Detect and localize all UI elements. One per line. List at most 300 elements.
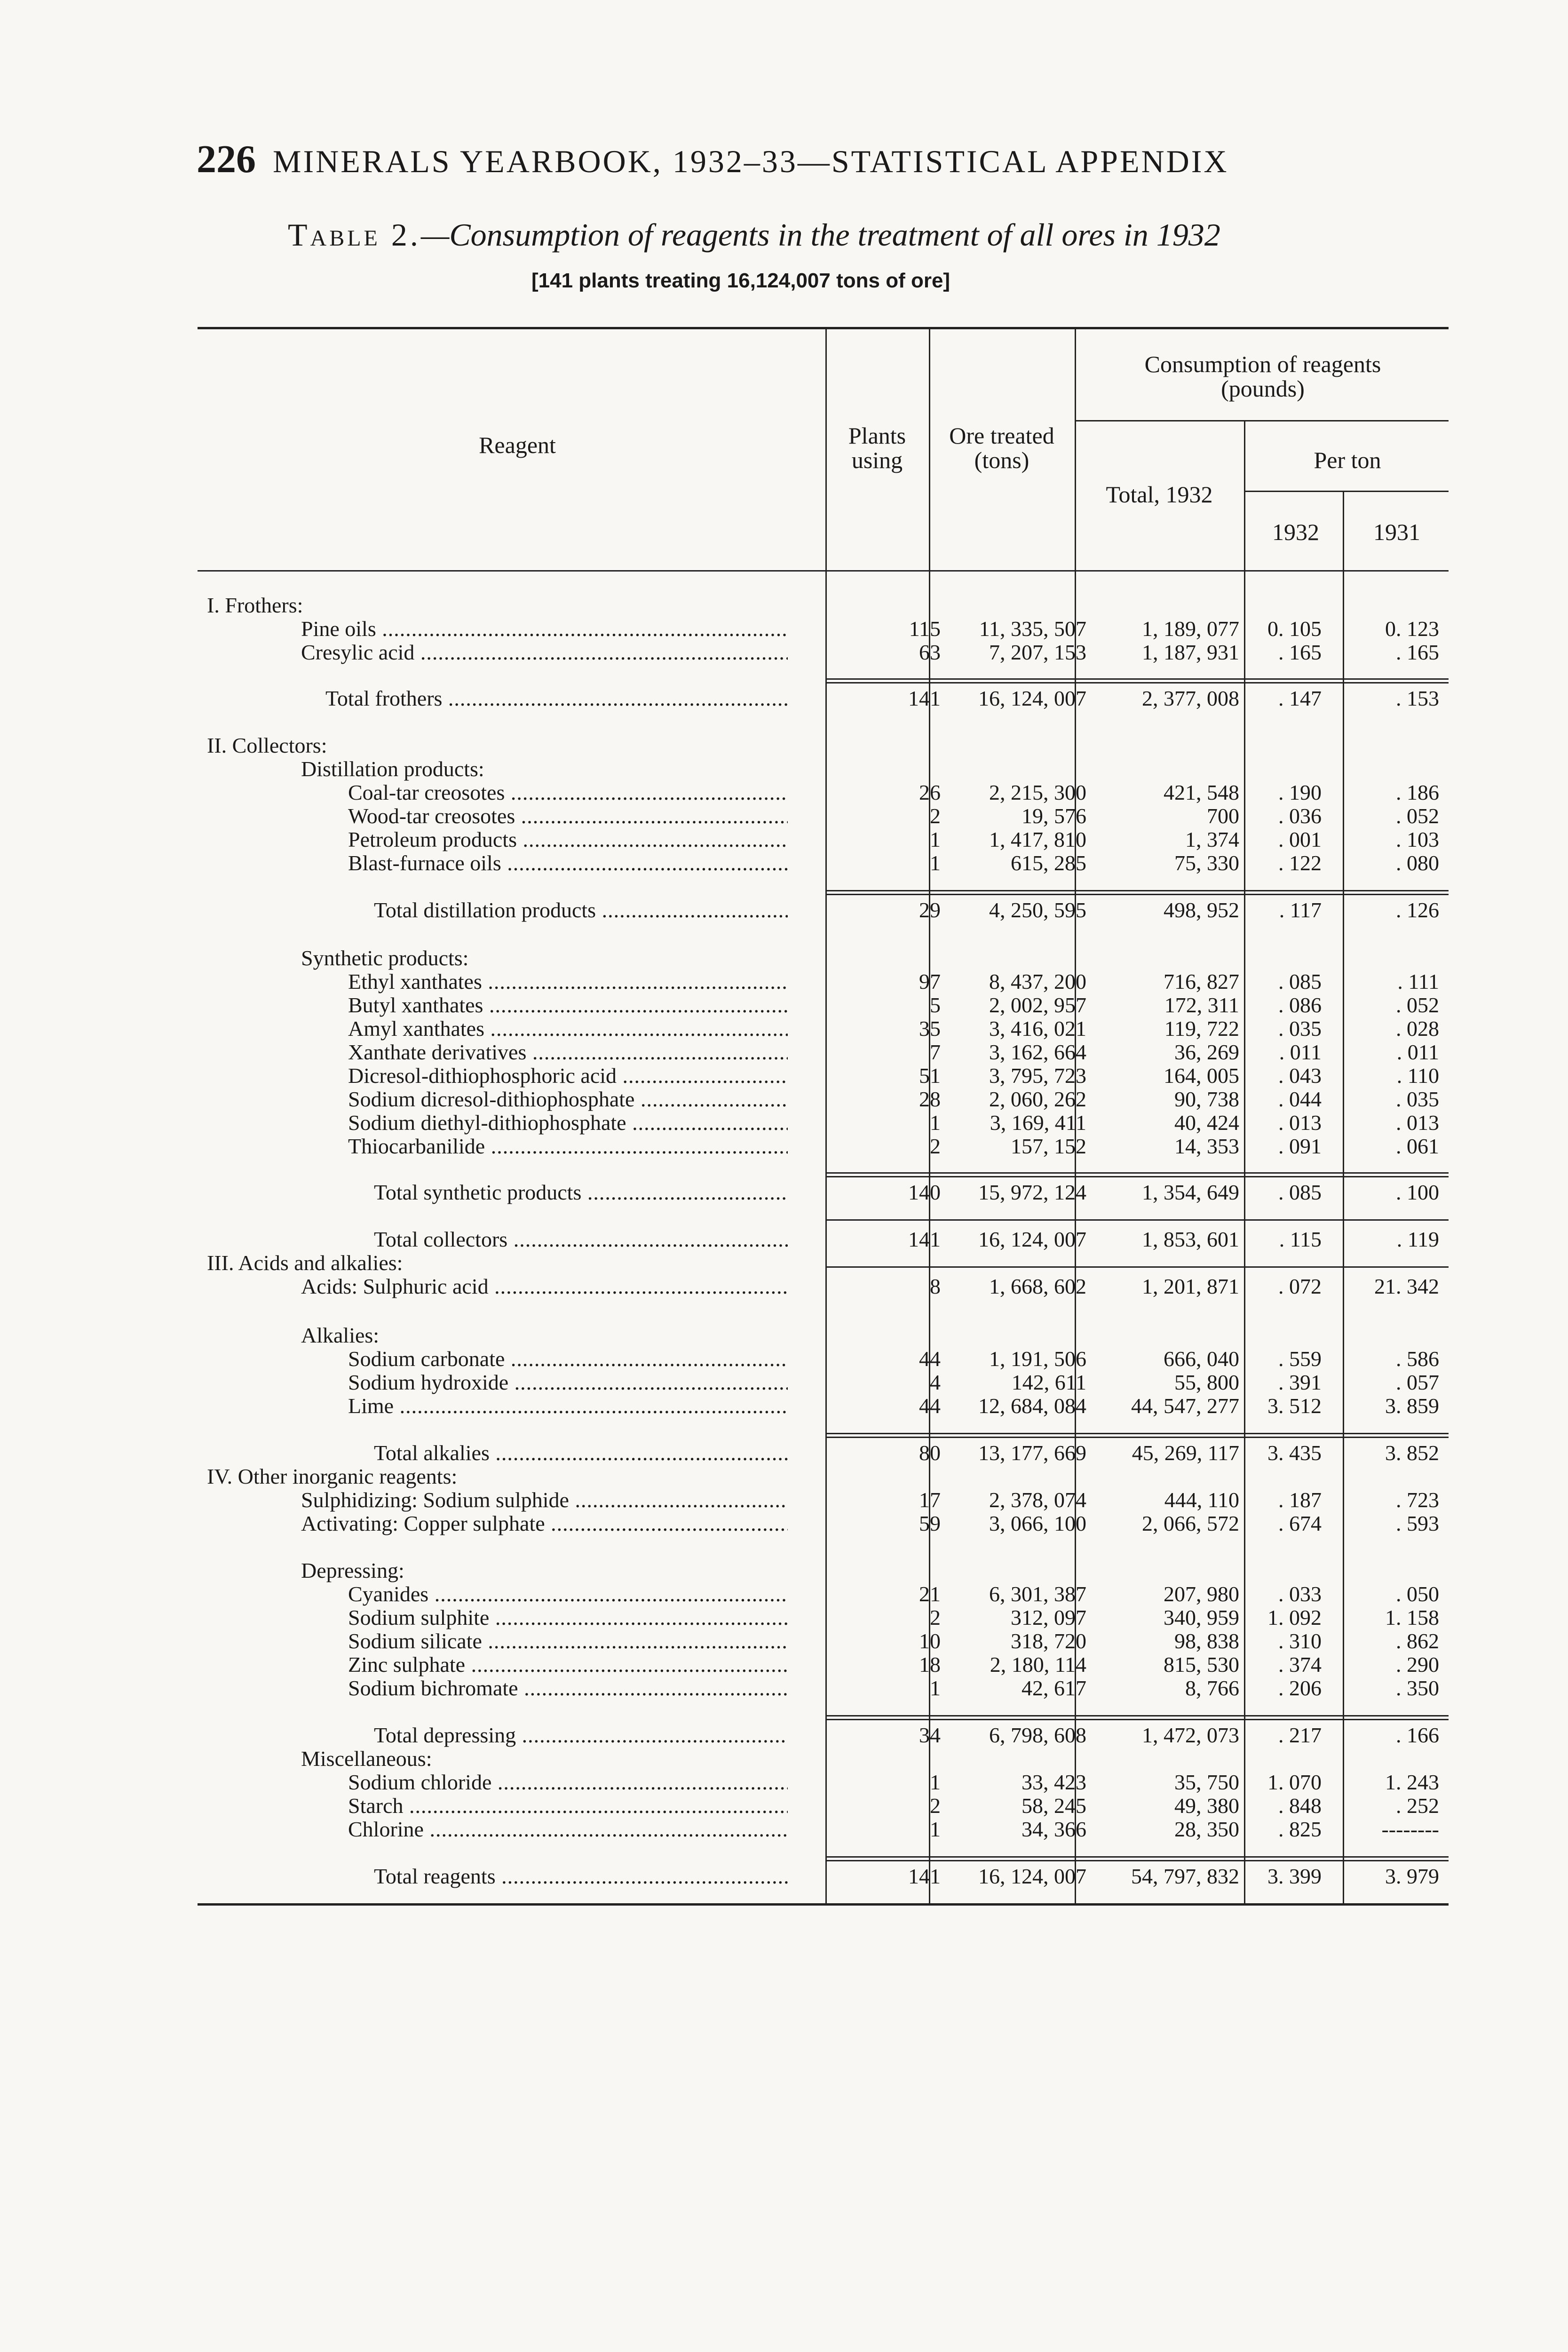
cell-ore-treated: 3, 169, 411: [990, 1111, 1086, 1135]
cell-plants-using: 140: [908, 1180, 941, 1204]
cell-plants-using: 1: [930, 1770, 941, 1794]
row-label: [301, 641, 788, 664]
cell-plants-using: 5: [930, 993, 941, 1017]
row-label-text: Total alkalies: [374, 1441, 490, 1465]
cell-ore-treated: 12, 684, 084: [978, 1394, 1086, 1418]
row-label: [348, 1606, 788, 1629]
table-row: [198, 1724, 1449, 1747]
cell-per-ton-1932: 1. 092: [1267, 1605, 1322, 1629]
cell-ore-treated: 13, 177, 669: [978, 1441, 1086, 1465]
cell-ore-treated: 1, 668, 602: [989, 1274, 1086, 1298]
row-label: [348, 1017, 788, 1041]
cell-per-ton-1931: . 103: [1396, 827, 1439, 851]
row-label-text: Ethyl xanthates: [348, 970, 482, 993]
cell-per-ton-1931: . 186: [1396, 780, 1439, 804]
cell-total-1932: 14, 353: [1174, 1134, 1239, 1158]
table-row: [198, 1488, 1449, 1512]
subtotal-rule: [825, 1433, 1449, 1434]
cell-plants-using: 29: [919, 898, 941, 922]
cell-per-ton-1931: . 153: [1396, 686, 1439, 710]
row-label-text: Sodium dicresol-dithiophosphate: [348, 1088, 635, 1111]
cell-total-1932: 815, 530: [1164, 1653, 1239, 1677]
row-label-text: Lime: [348, 1394, 394, 1418]
table-row: [198, 1465, 1449, 1488]
cell-per-ton-1931: . 011: [1396, 1040, 1439, 1064]
subtotal-rule: [825, 1437, 1449, 1438]
table-row: [198, 1771, 1449, 1794]
row-label-text: Acids: Sulphuric acid: [301, 1275, 489, 1298]
cell-ore-treated: 6, 301, 387: [989, 1582, 1086, 1606]
table-bottom-rule: [198, 1903, 1449, 1906]
table-row: [198, 946, 1449, 970]
row-label-text: Amyl xanthates: [348, 1017, 484, 1041]
row-label-text: Total synthetic products: [374, 1181, 582, 1204]
row-label: [374, 1181, 788, 1204]
row-label: [348, 1771, 788, 1794]
cell-per-ton-1932: . 043: [1278, 1064, 1322, 1088]
row-label: [301, 1275, 788, 1298]
cell-total-1932: 498, 952: [1164, 898, 1239, 922]
table-row: [198, 898, 1449, 922]
subtotal-rule: [825, 1860, 1449, 1861]
table-row: [198, 1582, 1449, 1606]
row-label: [348, 1677, 788, 1700]
cell-ore-treated: 615, 285: [1011, 851, 1086, 875]
cell-total-1932: 1, 201, 871: [1142, 1274, 1239, 1298]
cell-per-ton-1932: 1. 070: [1267, 1770, 1322, 1794]
table-row: [198, 641, 1449, 664]
cell-total-1932: 90, 738: [1174, 1087, 1239, 1111]
cell-ore-treated: 16, 124, 007: [978, 1864, 1086, 1888]
header-bottom-rule: [198, 570, 1449, 572]
cell-ore-treated: 8, 437, 200: [989, 969, 1086, 993]
row-label-text: Synthetic products:: [301, 946, 469, 970]
cell-plants-using: 2: [930, 1794, 941, 1818]
table-row: [198, 1794, 1449, 1818]
cell-total-1932: 1, 472, 073: [1142, 1723, 1239, 1747]
cell-total-1932: 54, 797, 832: [1131, 1864, 1239, 1888]
cell-plants-using: 10: [919, 1629, 941, 1653]
cell-per-ton-1931: 3. 852: [1385, 1441, 1439, 1465]
cell-per-ton-1932: . 310: [1278, 1629, 1322, 1653]
cell-plants-using: 28: [919, 1087, 941, 1111]
row-label-text: Cyanides: [348, 1582, 429, 1606]
row-label: [348, 851, 788, 875]
subtotal-rule: [825, 678, 1449, 680]
row-label-text: Thiocarbanilide: [348, 1135, 485, 1158]
header-plants-using: Plants using: [848, 422, 906, 473]
cell-per-ton-1931: 3. 859: [1385, 1394, 1439, 1418]
table-row: [198, 1865, 1449, 1888]
cell-plants-using: 17: [919, 1488, 941, 1512]
cell-total-1932: 28, 350: [1174, 1817, 1239, 1841]
cell-plants-using: 51: [919, 1064, 941, 1088]
cell-ore-treated: 318, 720: [1011, 1629, 1086, 1653]
row-label-text: Sodium diethyl-dithiophosphate: [348, 1111, 626, 1135]
row-label-text: Sodium hydroxide: [348, 1371, 509, 1394]
cell-per-ton-1932: . 147: [1278, 686, 1322, 710]
row-label: [301, 617, 788, 641]
row-label: [207, 734, 788, 757]
cell-plants-using: 1: [930, 1111, 941, 1135]
row-label-text: Wood-tar creosotes: [348, 804, 515, 828]
row-label: [348, 1041, 788, 1064]
cell-ore-treated: 34, 366: [1022, 1817, 1086, 1841]
subtotal-rule: [825, 1715, 1449, 1716]
cell-total-1932: 2, 377, 008: [1142, 686, 1239, 710]
cell-per-ton-1932: . 559: [1278, 1347, 1322, 1371]
running-head-title: MINERALS YEARBOOK, 1932–33—STATISTICAL APPENDIX: [273, 143, 1229, 179]
cell-total-1932: 716, 827: [1164, 969, 1239, 993]
subtotal-rule: [825, 1856, 1449, 1858]
cell-ore-treated: 1, 191, 506: [989, 1347, 1086, 1371]
header-total-1932: Total, 1932: [1106, 481, 1213, 508]
cell-total-1932: 666, 040: [1164, 1347, 1239, 1371]
cell-ore-treated: 11, 335, 507: [979, 617, 1086, 641]
cell-per-ton-1932: . 165: [1278, 640, 1322, 664]
cell-total-1932: 75, 330: [1174, 851, 1239, 875]
cell-ore-treated: 312, 097: [1011, 1605, 1086, 1629]
cell-total-1932: 1, 354, 649: [1142, 1180, 1239, 1204]
cell-per-ton-1932: . 217: [1278, 1723, 1322, 1747]
row-label: [348, 1794, 788, 1818]
cell-total-1932: 49, 380: [1174, 1794, 1239, 1818]
row-label: [301, 757, 788, 781]
cell-plants-using: 141: [908, 1864, 941, 1888]
header-rule-consumption: [1075, 420, 1449, 421]
table-row: [198, 1606, 1449, 1629]
cell-total-1932: 36, 269: [1174, 1040, 1239, 1064]
row-label: [348, 828, 788, 851]
table-row: [198, 851, 1449, 875]
cell-per-ton-1931: . 110: [1396, 1064, 1439, 1088]
row-label-text: Dicresol-dithiophosphoric acid: [348, 1064, 617, 1088]
cell-ore-treated: 2, 060, 262: [989, 1087, 1086, 1111]
cell-plants-using: 1: [930, 1676, 941, 1700]
row-label: [348, 1653, 788, 1677]
cell-per-ton-1932: 3. 512: [1267, 1394, 1322, 1418]
table-row: [198, 781, 1449, 804]
cell-plants-using: 1: [930, 827, 941, 851]
cell-per-ton-1931: . 586: [1396, 1347, 1439, 1371]
cell-plants-using: 8: [930, 1274, 941, 1298]
cell-per-ton-1932: . 072: [1278, 1274, 1322, 1298]
row-label: [301, 1559, 788, 1582]
cell-total-1932: 700: [1207, 804, 1239, 828]
cell-per-ton-1932: . 085: [1278, 1180, 1322, 1204]
row-label-text: Sodium carbonate: [348, 1347, 505, 1371]
cell-per-ton-1932: . 374: [1278, 1653, 1322, 1677]
subtotal-rule: [825, 1176, 1449, 1177]
cell-per-ton-1931: 1. 243: [1385, 1770, 1439, 1794]
header-year-1931: 1931: [1373, 519, 1420, 545]
cell-plants-using: 34: [919, 1723, 941, 1747]
table-row: [198, 1677, 1449, 1700]
cell-per-ton-1931: . 290: [1396, 1653, 1439, 1677]
subtotal-rule: [825, 890, 1449, 891]
cell-ore-treated: 16, 124, 007: [978, 1227, 1086, 1251]
cell-ore-treated: 6, 798, 608: [989, 1723, 1086, 1747]
page-number: 226: [197, 137, 256, 181]
table-row: [198, 1441, 1449, 1465]
cell-plants-using: 35: [919, 1017, 941, 1041]
cell-per-ton-1931: . 035: [1396, 1087, 1439, 1111]
row-label-text: Butyl xanthates: [348, 993, 483, 1017]
cell-ore-treated: 2, 002, 957: [989, 993, 1086, 1017]
table-row: [198, 757, 1449, 781]
cell-total-1932: 35, 750: [1174, 1770, 1239, 1794]
cell-ore-treated: 157, 152: [1011, 1134, 1086, 1158]
row-label-text: Total depressing: [374, 1724, 516, 1747]
row-label-text: Total distillation products: [374, 898, 596, 922]
cell-plants-using: 26: [919, 780, 941, 804]
cell-per-ton-1932: . 086: [1278, 993, 1322, 1017]
table-title: —Consumption of reagents in the treatment of all ores in 1932: [420, 217, 1220, 253]
cell-per-ton-1931: . 166: [1396, 1723, 1439, 1747]
cell-per-ton-1932: 3. 399: [1267, 1864, 1322, 1888]
row-label: [207, 1251, 788, 1275]
cell-ore-treated: 3, 795, 723: [989, 1064, 1086, 1088]
cell-per-ton-1932: . 035: [1278, 1017, 1322, 1041]
row-label: [301, 946, 788, 970]
header-per-ton: Per ton: [1314, 447, 1381, 473]
cell-total-1932: 1, 187, 931: [1142, 640, 1239, 664]
cell-plants-using: 18: [919, 1653, 941, 1677]
cell-per-ton-1931: . 350: [1396, 1676, 1439, 1700]
cell-per-ton-1931: . 052: [1396, 993, 1439, 1017]
subtotal-rule: [825, 894, 1449, 895]
table-row: [198, 594, 1449, 617]
cell-ore-treated: 15, 972, 124: [978, 1180, 1086, 1204]
row-label-text: I. Frothers:: [207, 594, 303, 617]
table-row: [198, 1064, 1449, 1088]
cell-ore-treated: 7, 207, 153: [989, 640, 1086, 664]
table-row: [198, 1041, 1449, 1064]
cell-per-ton-1932: . 085: [1278, 969, 1322, 993]
cell-ore-treated: 33, 423: [1022, 1770, 1086, 1794]
row-label: [348, 1629, 788, 1653]
cell-per-ton-1932: . 013: [1278, 1111, 1322, 1135]
row-label: [348, 1135, 788, 1158]
cell-per-ton-1931: . 593: [1396, 1511, 1439, 1535]
cell-per-ton-1931: . 862: [1396, 1629, 1439, 1653]
cell-per-ton-1932: . 011: [1279, 1040, 1322, 1064]
cell-per-ton-1932: . 122: [1278, 851, 1322, 875]
row-label-text: Cresylic acid: [301, 641, 415, 664]
cell-per-ton-1931: . 061: [1396, 1134, 1439, 1158]
cell-plants-using: 1: [930, 1817, 941, 1841]
cell-total-1932: 164, 005: [1164, 1064, 1239, 1088]
row-label-text: II. Collectors:: [207, 734, 327, 757]
cell-total-1932: 45, 269, 117: [1132, 1441, 1239, 1465]
cell-plants-using: 44: [919, 1394, 941, 1418]
row-label-text: Petroleum products: [348, 828, 517, 851]
cell-total-1932: 172, 311: [1164, 993, 1239, 1017]
cell-per-ton-1931: . 126: [1396, 898, 1439, 922]
cell-per-ton-1931: . 723: [1396, 1488, 1439, 1512]
row-label: [348, 1582, 788, 1606]
table-row: [198, 1251, 1449, 1275]
cell-plants-using: 63: [919, 640, 941, 664]
table-row: [198, 734, 1449, 757]
row-label-text: Xanthate derivatives: [348, 1041, 527, 1064]
cell-per-ton-1932: . 001: [1278, 827, 1322, 851]
table-row: [198, 1324, 1449, 1347]
row-label-text: Total frothers: [325, 687, 443, 710]
row-label-text: Total collectors: [374, 1228, 508, 1251]
table-row: [198, 1747, 1449, 1771]
row-label: [348, 993, 788, 1017]
table-row: [198, 804, 1449, 828]
cell-per-ton-1931: . 165: [1396, 640, 1439, 664]
row-label-text: IV. Other inorganic reagents:: [207, 1465, 458, 1488]
cell-total-1932: 421, 548: [1164, 780, 1239, 804]
row-label: [301, 1324, 788, 1347]
table-row: [198, 970, 1449, 993]
cell-plants-using: 97: [919, 969, 941, 993]
cell-plants-using: 115: [909, 617, 941, 641]
cell-total-1932: 98, 838: [1174, 1629, 1239, 1653]
subtotal-rule: [825, 1172, 1449, 1174]
cell-per-ton-1931: . 111: [1397, 969, 1439, 993]
row-label-text: Pine oils: [301, 617, 376, 641]
header-rule-perton: [1244, 491, 1449, 492]
cell-ore-treated: 2, 180, 114: [990, 1653, 1086, 1677]
cell-per-ton-1931: . 052: [1396, 804, 1439, 828]
cell-total-1932: 1, 853, 601: [1142, 1227, 1239, 1251]
cell-per-ton-1932: 0. 105: [1267, 617, 1322, 641]
cell-plants-using: 1: [930, 851, 941, 875]
cell-ore-treated: 58, 245: [1022, 1794, 1086, 1818]
row-label-text: Sodium bichromate: [348, 1677, 518, 1700]
cell-per-ton-1932: . 825: [1278, 1817, 1322, 1841]
cell-ore-treated: 3, 066, 100: [989, 1511, 1086, 1535]
cell-per-ton-1932: . 848: [1278, 1794, 1322, 1818]
cell-plants-using: 2: [930, 804, 941, 828]
cell-per-ton-1932: 3. 435: [1267, 1441, 1322, 1465]
table-row: [198, 828, 1449, 851]
table-row: [198, 1371, 1449, 1394]
cell-per-ton-1931: 21. 342: [1374, 1274, 1439, 1298]
table-row: [198, 1653, 1449, 1677]
row-label: [301, 1488, 788, 1512]
subtotal-rule: [825, 1266, 1449, 1268]
cell-ore-treated: 2, 378, 074: [989, 1488, 1086, 1512]
cell-per-ton-1932: . 033: [1278, 1582, 1322, 1606]
cell-per-ton-1932: . 391: [1278, 1370, 1322, 1394]
row-label: [207, 594, 788, 617]
row-label-text: Activating: Copper sulphate: [301, 1512, 545, 1535]
cell-per-ton-1932: . 674: [1278, 1511, 1322, 1535]
row-label-text: Depressing:: [301, 1559, 404, 1582]
row-label: [374, 1441, 788, 1465]
row-label-text: Chlorine: [348, 1818, 424, 1841]
header-reagent: Reagent: [479, 432, 556, 458]
cell-plants-using: 2: [930, 1134, 941, 1158]
header-consumption: Consumption of reagents (pounds): [1144, 351, 1381, 402]
cell-ore-treated: 42, 617: [1022, 1676, 1086, 1700]
row-label: [348, 1088, 788, 1111]
row-label-text: Sulphidizing: Sodium sulphide: [301, 1488, 569, 1512]
row-label: [374, 1724, 788, 1747]
cell-per-ton-1931: . 119: [1396, 1227, 1439, 1251]
row-label-text: Miscellaneous:: [301, 1747, 432, 1771]
cell-per-ton-1931: . 050: [1396, 1582, 1439, 1606]
cell-plants-using: 2: [930, 1605, 941, 1629]
cell-total-1932: 55, 800: [1174, 1370, 1239, 1394]
row-label-text: Sodium chloride: [348, 1771, 492, 1794]
cell-per-ton-1931: 0. 123: [1385, 617, 1439, 641]
row-label: [374, 898, 788, 922]
cell-per-ton-1932: . 036: [1278, 804, 1322, 828]
cell-total-1932: 1, 374: [1185, 827, 1239, 851]
row-label-text: Zinc sulphate: [348, 1653, 466, 1677]
table-row: [198, 1088, 1449, 1111]
header-year-1932: 1932: [1272, 519, 1319, 545]
table-row: [198, 1559, 1449, 1582]
cell-ore-treated: 1, 417, 810: [989, 827, 1086, 851]
table-row: [198, 1512, 1449, 1535]
cell-ore-treated: 3, 162, 664: [989, 1040, 1086, 1064]
row-label-text: Total reagents: [374, 1865, 496, 1888]
cell-per-ton-1932: . 206: [1278, 1676, 1322, 1700]
cell-total-1932: 40, 424: [1174, 1111, 1239, 1135]
cell-plants-using: 141: [908, 1227, 941, 1251]
row-label: [325, 687, 788, 710]
cell-ore-treated: 3, 416, 021: [989, 1017, 1086, 1041]
cell-plants-using: 80: [919, 1441, 941, 1465]
cell-ore-treated: 19, 576: [1022, 804, 1086, 828]
table-row: [198, 1394, 1449, 1418]
header-ore-treated: Ore treated (tons): [949, 422, 1054, 473]
cell-per-ton-1931: 3. 979: [1385, 1864, 1439, 1888]
subtotal-rule: [825, 1219, 1449, 1221]
table-row: [198, 1347, 1449, 1371]
cell-per-ton-1931: . 057: [1396, 1370, 1439, 1394]
cell-ore-treated: 142, 611: [1011, 1370, 1086, 1394]
row-label-text: Distillation products:: [301, 757, 484, 781]
row-label: [374, 1865, 788, 1888]
row-label: [207, 1465, 788, 1488]
cell-per-ton-1932: . 091: [1278, 1134, 1322, 1158]
table-row: [198, 1111, 1449, 1135]
cell-total-1932: 119, 722: [1164, 1017, 1239, 1041]
cell-per-ton-1931: 1. 158: [1385, 1605, 1439, 1629]
row-label: [348, 1111, 788, 1135]
cell-total-1932: 340, 959: [1164, 1605, 1239, 1629]
cell-total-1932: 44, 547, 277: [1131, 1394, 1239, 1418]
cell-per-ton-1931: . 013: [1396, 1111, 1439, 1135]
table-row: [198, 993, 1449, 1017]
row-label: [348, 1064, 788, 1088]
cell-per-ton-1932: . 187: [1278, 1488, 1322, 1512]
row-label-text: III. Acids and alkalies:: [207, 1251, 403, 1275]
cell-total-1932: 8, 766: [1185, 1676, 1239, 1700]
cell-total-1932: 207, 980: [1164, 1582, 1239, 1606]
row-label-text: Coal-tar creosotes: [348, 781, 505, 804]
cell-per-ton-1931: --------: [1381, 1817, 1439, 1841]
cell-plants-using: 7: [930, 1040, 941, 1064]
cell-total-1932: 1, 189, 077: [1142, 617, 1239, 641]
cell-per-ton-1931: . 252: [1396, 1794, 1439, 1818]
table-label: Table 2.: [288, 217, 421, 253]
table-row: [198, 1275, 1449, 1298]
row-label-text: Starch: [348, 1794, 404, 1818]
row-label: [348, 804, 788, 828]
row-label: [301, 1747, 788, 1771]
cell-per-ton-1932: . 190: [1278, 780, 1322, 804]
table-row: [198, 687, 1449, 710]
